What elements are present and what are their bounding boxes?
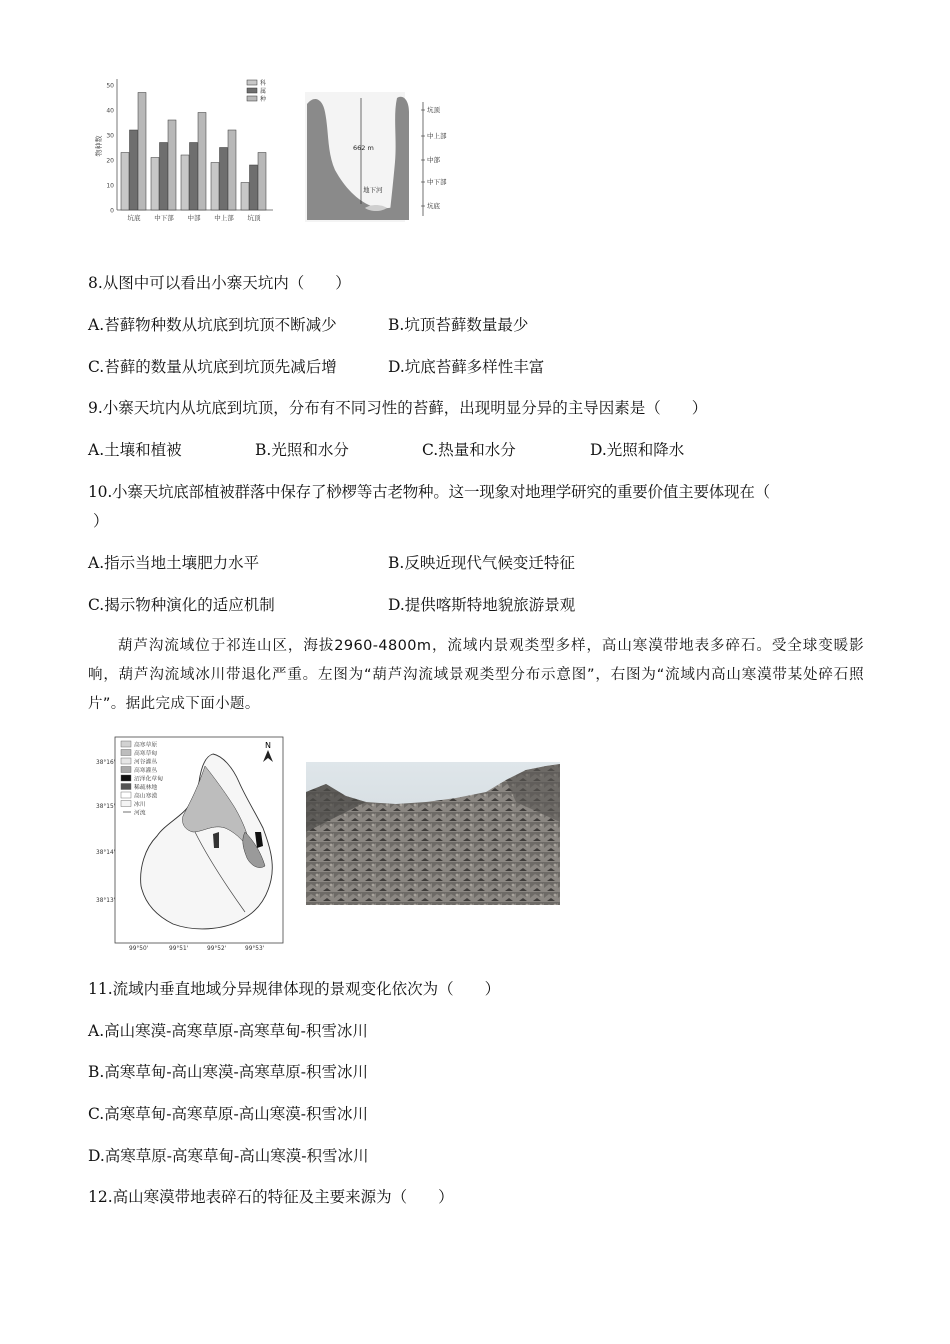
longitude-label: 99°52' — [207, 946, 227, 952]
map-legend-label: 河谷灌丛 — [134, 759, 158, 766]
question-10-option-b[interactable]: B.反映近现代气候变迁特征 — [388, 554, 575, 572]
x-tick-label: 坑顶 — [247, 214, 261, 222]
bar-属 — [250, 165, 258, 210]
legend-label: 科 — [260, 80, 267, 87]
bar-科 — [181, 155, 189, 210]
map-legend-label: 河流 — [134, 810, 146, 817]
question-9-stem: 9.小寨天坑内从坑底到坑顶，分布有不同习性的苔藓，出现明显分异的主导因素是（ ） — [88, 399, 708, 417]
question-11-option-b[interactable]: B.高寒草甸-高山寒漠-高寒草原-积雪冰川 — [88, 1063, 369, 1081]
legend-swatch — [247, 96, 257, 101]
legend-swatch — [121, 784, 131, 790]
sinkhole-cross-section — [305, 92, 460, 222]
question-11-option-d[interactable]: D.高寒草原-高寒草甸-高山寒漠-积雪冰川 — [88, 1147, 369, 1165]
bar-科 — [121, 153, 129, 211]
sparse-forest-patch — [213, 832, 219, 848]
bar-属 — [190, 143, 198, 211]
map-legend-label: 高寒草甸 — [134, 751, 158, 757]
chart-legend — [247, 79, 266, 103]
map-legend-label: 高寒草原 — [134, 742, 158, 749]
x-tick-labels — [128, 213, 262, 222]
question-10-stem: 10.小寨天坑底部植被群落中保存了桫椤等古老物种。这一现象对地理学研究的重要价值主要体现在（ — [88, 483, 770, 501]
legend-swatch — [121, 767, 131, 773]
question-9-option-a[interactable]: A.土壤和植被 — [88, 441, 182, 459]
moss-species-bar-chart — [95, 74, 275, 224]
question-8-option-b[interactable]: B.坑顶苔藓数量最少 — [388, 316, 529, 334]
map-legend-label: 稀疏林地 — [134, 785, 158, 791]
latitude-label: 38°16' — [96, 760, 116, 766]
x-tick-label: 中上部 — [214, 214, 234, 222]
legend-swatch — [121, 758, 131, 764]
y-tick-label: 0 — [110, 207, 114, 215]
y-tick-label: 20 — [106, 157, 114, 165]
bar-group — [121, 93, 266, 211]
longitude-labels — [129, 946, 265, 952]
legend-swatch — [121, 750, 131, 756]
reading-passage: 葫芦沟流域位于祁连山区，海拔2960-4800m，流域内景观类型多样，高山寒漠带地表多碎石。受全球变暖影响，葫芦沟流域冰川带退化严重。左图为“葫芦沟流域景观类型分布示意图”，右图为“流域内高山寒漠带某处碎石照片”。据此完成下面小题。 — [88, 638, 864, 712]
question-10-option-d[interactable]: D.提供喀斯特地貌旅游景观 — [388, 596, 576, 614]
bar-科 — [211, 163, 219, 211]
north-label: N — [265, 741, 271, 750]
question-8-stem: 8.从图中可以看出小寨天坑内（ ） — [88, 274, 351, 292]
question-12-stem: 12.高山寒漠带地表碎石的特征及主要来源为（ ） — [88, 1188, 454, 1206]
legend-swatch — [121, 741, 131, 747]
bar-种 — [258, 153, 266, 211]
y-tick-label: 10 — [106, 182, 114, 190]
question-9-option-d[interactable]: D.光照和降水 — [590, 441, 685, 459]
side-zone-labels — [421, 105, 447, 210]
question-10-option-c[interactable]: C.揭示物种演化的适应机制 — [88, 596, 275, 614]
map-legend-label: 高山寒漠 — [134, 793, 158, 800]
y-tick-label: 50 — [106, 82, 114, 90]
question-8-option-d[interactable]: D.坑底苔藓多样性丰富 — [388, 358, 545, 376]
side-zone-label: 坑顶 — [427, 106, 440, 114]
alpine-desert-rock-photo — [306, 762, 560, 905]
latitude-label: 38°14' — [96, 850, 116, 856]
legend-label: 属 — [260, 88, 267, 95]
side-zone-label: 中下部 — [427, 178, 447, 186]
legend-label: 种 — [260, 96, 267, 103]
legend-swatch — [121, 801, 131, 807]
question-11-stem: 11.流域内垂直地域分异规律体现的景观变化依次为（ ） — [88, 980, 501, 998]
question-10-stem-continued: ） — [93, 512, 109, 530]
question-11-option-a[interactable]: A.高山寒漠-高寒草原-高寒草甸-积雪冰川 — [88, 1022, 368, 1040]
bar-属 — [220, 148, 228, 211]
y-axis-label: 物种数 — [95, 135, 103, 157]
bar-属 — [160, 143, 168, 211]
legend-swatch — [247, 80, 257, 85]
y-tick-label: 30 — [106, 132, 114, 140]
x-tick-label: 坑底 — [127, 214, 141, 222]
bar-科 — [151, 158, 159, 211]
map-legend-label: 高寒灌丛 — [134, 768, 158, 774]
longitude-label: 99°51' — [169, 946, 189, 952]
side-zone-label: 坑底 — [427, 202, 440, 210]
hulugou-landscape-map — [95, 736, 285, 952]
side-zone-label: 中部 — [427, 156, 440, 164]
map-legend-label: 冰川 — [134, 802, 146, 808]
bar-种 — [228, 130, 236, 210]
map-legend-label: 沼泽化草甸 — [134, 776, 163, 783]
latitude-label: 38°13' — [96, 898, 116, 904]
y-tick-labels — [106, 83, 114, 215]
question-11-option-c[interactable]: C.高寒草甸-高寒草原-高山寒漠-积雪冰川 — [88, 1105, 368, 1123]
legend-swatch — [121, 775, 131, 781]
legend-swatch — [121, 792, 131, 798]
longitude-label: 99°50' — [129, 946, 149, 952]
x-tick-label: 中下部 — [154, 214, 174, 222]
y-tick-label: 40 — [106, 107, 114, 115]
depth-label: 662 m — [353, 144, 374, 152]
side-zone-label: 中上部 — [427, 132, 447, 140]
question-10-option-a[interactable]: A.指示当地土壤肥力水平 — [88, 554, 260, 572]
legend-swatch — [247, 88, 257, 93]
question-8-option-a[interactable]: A.苔藓物种数从坑底到坑顶不断减少 — [88, 316, 337, 334]
latitude-label: 38°15' — [96, 804, 116, 810]
question-8-option-c[interactable]: C.苔藓的数量从坑底到坑顶先减后增 — [88, 358, 337, 376]
bar-种 — [168, 120, 176, 210]
question-9-option-c[interactable]: C.热量和水分 — [422, 441, 516, 459]
river-label: 地下河 — [363, 186, 383, 194]
bar-种 — [198, 113, 206, 211]
bar-种 — [138, 93, 146, 211]
latitude-labels — [96, 760, 116, 904]
x-tick-label: 中部 — [187, 214, 201, 222]
bar-科 — [241, 183, 249, 211]
longitude-label: 99°53' — [245, 946, 265, 952]
question-9-option-b[interactable]: B.光照和水分 — [255, 441, 349, 459]
bar-属 — [130, 130, 138, 210]
